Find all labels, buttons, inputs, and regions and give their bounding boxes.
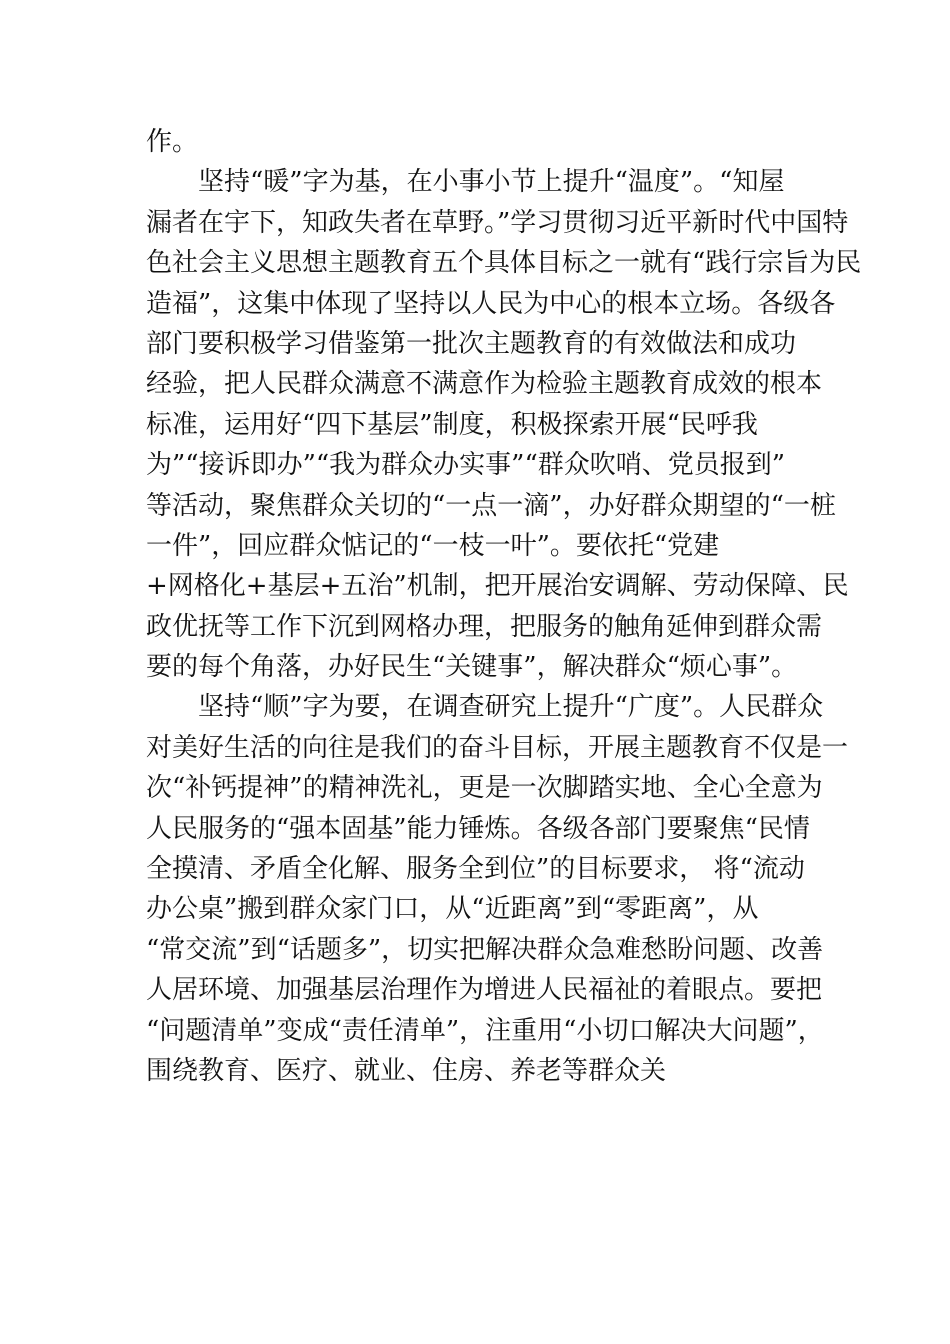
text-line: 人民服务的“强本固基”能力锤炼。各级各部门要聚焦“民情 bbox=[146, 813, 810, 844]
text-line: 造福”，这集中体现了坚持以人民为中心的根本立场。各级各 bbox=[146, 288, 836, 319]
text-line: 等活动，聚焦群众关切的“一点一滴”，办好群众期望的“一桩 bbox=[146, 490, 836, 521]
text-line: 办公桌”搬到群众家门口，从“近距离”到“零距离”，从 bbox=[146, 894, 759, 925]
text-line: 经验，把人民群众满意不满意作为检验主题教育成效的根本 bbox=[146, 369, 823, 400]
text-line: 色社会主义思想主题教育五个具体目标之一就有“践行宗旨为民 bbox=[146, 248, 862, 279]
text-line: 次“补钙提神”的精神洗礼，更是一次脚踏实地、全心全意为 bbox=[146, 773, 823, 804]
text-line: “问题清单”变成“责任清单”，注重用“小切口解决大问题”， bbox=[146, 1015, 824, 1046]
text-line: 为”“接诉即办”“我为群众办实事”“群众吹哨、党员报到” bbox=[146, 450, 786, 481]
text-line: “常交流”到“话题多”，切实把解决群众急难愁盼问题、改善 bbox=[146, 934, 824, 965]
body-text bbox=[146, 122, 862, 1091]
text-line: 政优抚等工作下沉到网格办理，把服务的触角延伸到群众需 bbox=[146, 611, 823, 642]
text-line: 对美好生活的向往是我们的奋斗目标，开展主题教育不仅是一 bbox=[146, 732, 849, 763]
text-line: 作。 bbox=[146, 127, 199, 157]
text-line: 漏者在宇下，知政失者在草野。”学习贯彻习近平新时代中国特 bbox=[146, 207, 849, 238]
text-line: 围绕教育、医疗、就业、住房、养老等群众关 bbox=[146, 1055, 667, 1086]
text-line: 一件”，回应群众惦记的“一枝一叶”。要依托“党建 bbox=[146, 530, 720, 561]
text-line: 全摸清、矛盾全化解、服务全到位”的目标要求， 将“流动 bbox=[146, 854, 805, 885]
paragraph-first-line: 坚持“暖”字为基，在小事小节上提升“温度”。“知屋 bbox=[198, 167, 785, 198]
text-line: 要的每个角落，办好民生“关键事”，解决群众“烦心事”。 bbox=[146, 652, 798, 683]
text-line: 部门要积极学习借鉴第一批次主题教育的有效做法和成功 bbox=[146, 328, 797, 359]
text-line: 人居环境、加强基层治理作为增进人民福祉的着眼点。要把 bbox=[146, 975, 823, 1006]
text-line: 标准，运用好“四下基层”制度，积极探索开展“民呼我 bbox=[146, 409, 758, 440]
paragraph-first-line: 坚持“顺”字为要，在调查研究上提升“广度”。人民群众 bbox=[198, 692, 824, 723]
text-line: +网格化+基层+五治”机制，把开展治安调解、劳动保障、民 bbox=[146, 571, 849, 602]
